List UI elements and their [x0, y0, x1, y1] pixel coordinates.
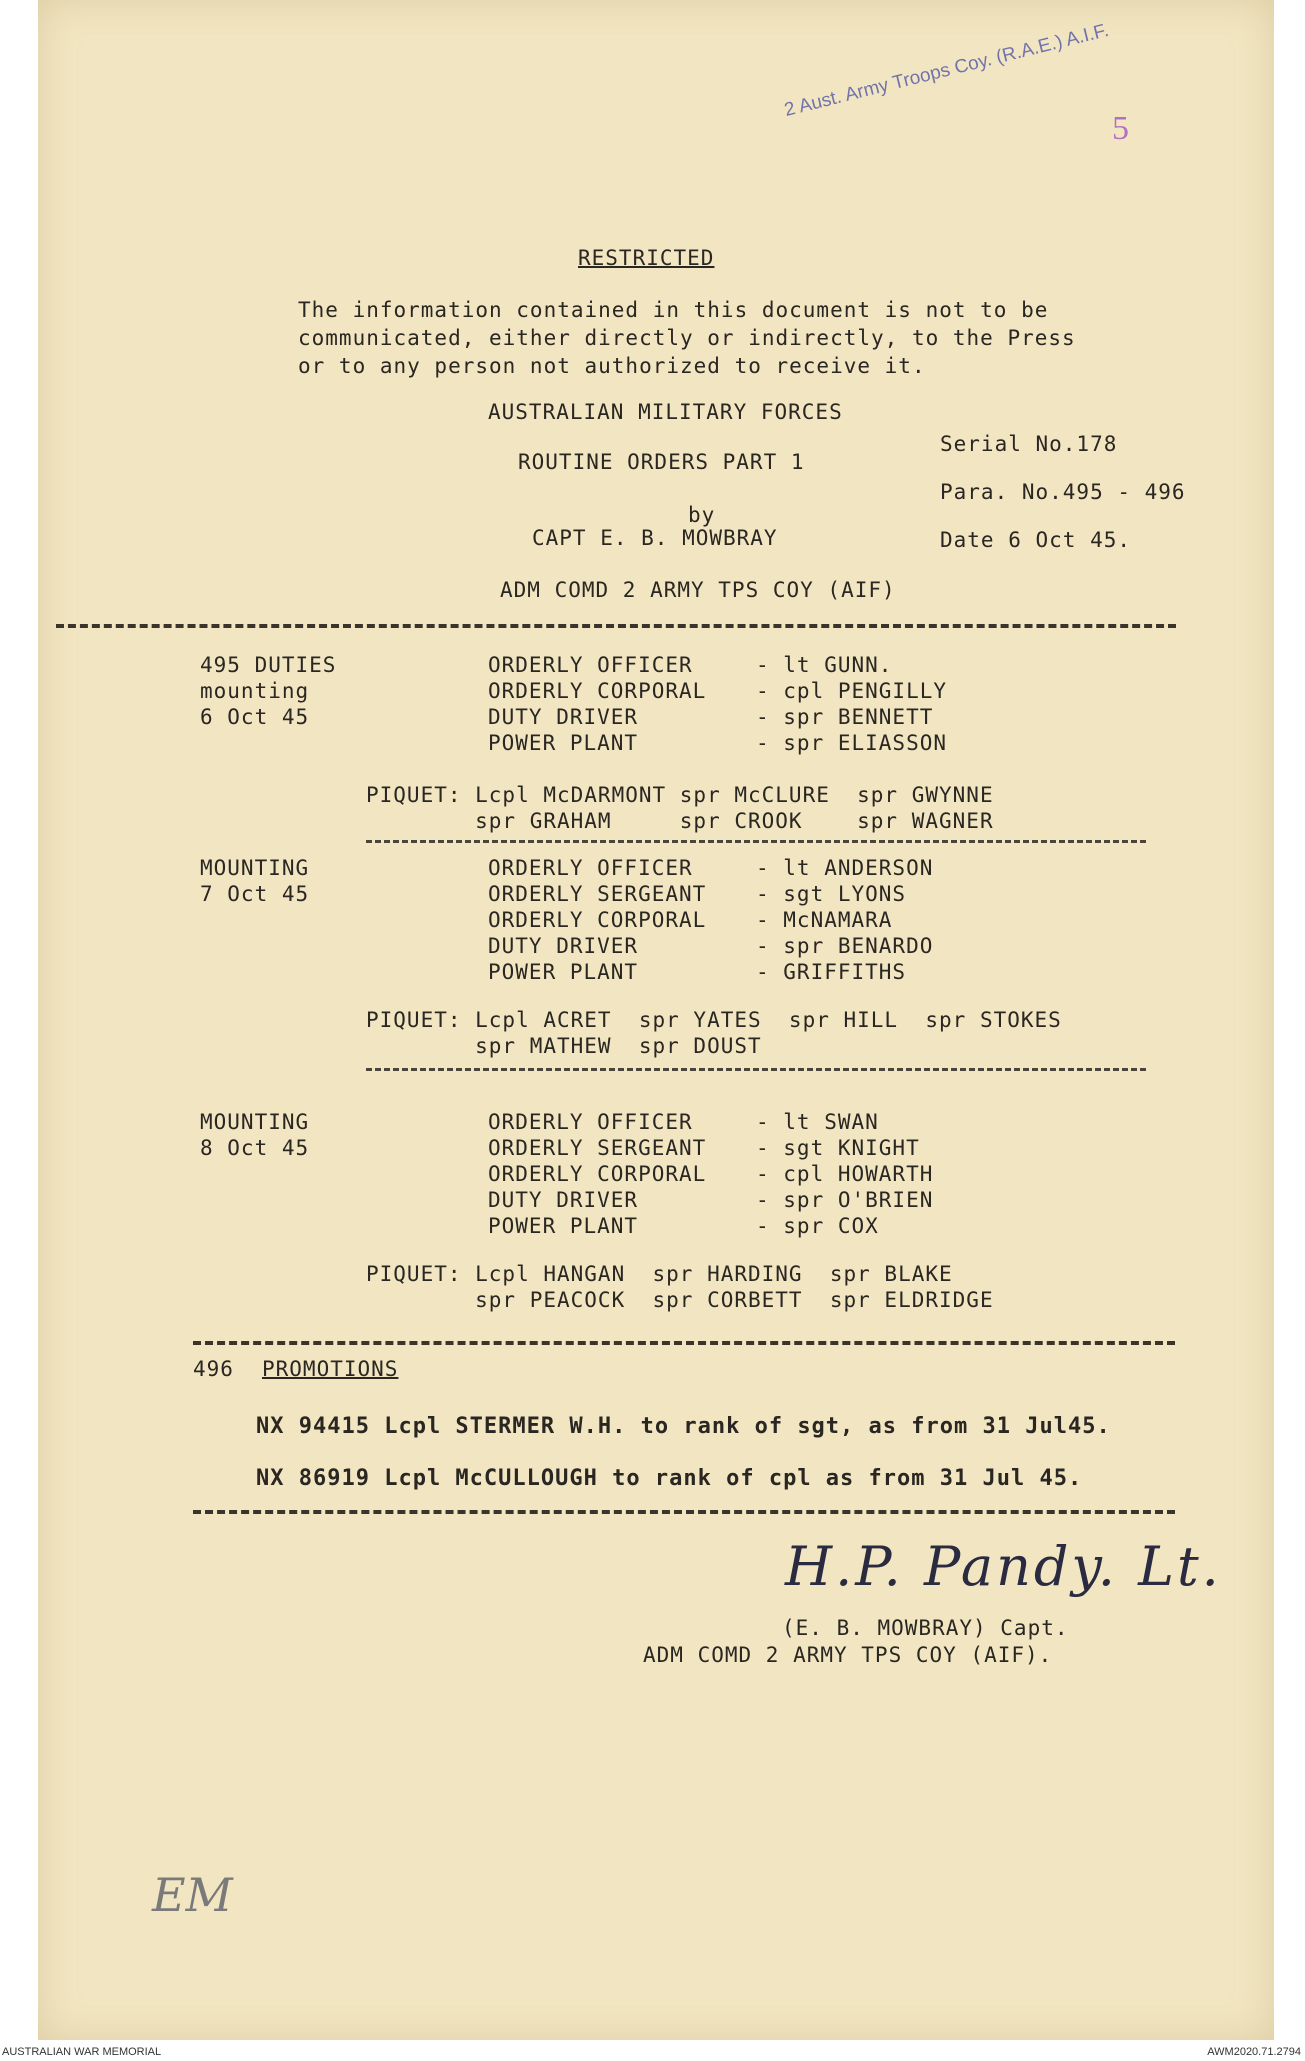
piquet-line: PIQUET: Lcpl McDARMONT spr McCLURE spr GWYNNE: [366, 783, 994, 807]
issuing-officer: CAPT E. B. MOWBRAY: [532, 526, 778, 550]
footer-left: AUSTRALIAN WAR MEMORIAL: [2, 2046, 162, 2058]
duty-date-label: MOUNTING: [200, 1110, 310, 1134]
duty-person: - sgt KNIGHT: [756, 1136, 920, 1160]
duty-person: - cpl HOWARTH: [756, 1162, 934, 1186]
promotion-line: NX 86919 Lcpl McCULLOUGH to rank of cpl as from 31 Jul 45.: [256, 1466, 1083, 1491]
order-title: ROUTINE ORDERS PART 1: [518, 450, 805, 474]
signature-scrawl: H.P. Pandy. Lt.: [785, 1535, 1222, 1598]
duty-person: - lt ANDERSON: [756, 856, 934, 880]
footer-right: AWM2020.71.2794: [1207, 2046, 1301, 2058]
org-title: AUSTRALIAN MILITARY FORCES: [488, 400, 843, 424]
duty-role: DUTY DRIVER: [488, 934, 639, 958]
piquet-line: spr MATHEW spr DOUST: [366, 1034, 762, 1058]
piquet-line: spr PEACOCK spr CORBETT spr ELDRIDGE: [366, 1288, 994, 1312]
duty-person: - spr COX: [756, 1214, 879, 1238]
serial-number: Serial No.178: [940, 432, 1118, 456]
duty-person: - lt GUNN.: [756, 653, 893, 677]
by-line: by: [688, 503, 716, 527]
piquet-line: spr GRAHAM spr CROOK spr WAGNER: [366, 809, 994, 833]
promotions-heading: PROMOTIONS: [262, 1357, 399, 1381]
duty-person: - cpl PENGILLY: [756, 679, 948, 703]
signatory-name: (E. B. MOWBRAY) Capt.: [782, 1616, 1069, 1640]
duty-person: - spr O'BRIEN: [756, 1188, 934, 1212]
duty-person: - sgt LYONS: [756, 882, 907, 906]
duty-role: ORDERLY OFFICER: [488, 653, 693, 677]
duty-role: POWER PLANT: [488, 960, 639, 984]
promotions-number: 496: [193, 1357, 234, 1381]
duty-person: - spr BENNETT: [756, 705, 934, 729]
duty-date-label: mounting: [200, 679, 310, 703]
duty-role: ORDERLY CORPORAL: [488, 1162, 707, 1186]
divider: [193, 1510, 1175, 1514]
issuing-unit: ADM COMD 2 ARMY TPS COY (AIF): [500, 578, 896, 602]
duty-person: - spr ELIASSON: [756, 731, 948, 755]
duty-date-label: 495 DUTIES: [200, 653, 337, 677]
promotion-line: NX 94415 Lcpl STERMER W.H. to rank of sgt, as from 31 Jul45.: [256, 1414, 1111, 1439]
duty-role: POWER PLANT: [488, 1214, 639, 1238]
duty-role: ORDERLY SERGEANT: [488, 1136, 707, 1160]
initials: EM: [152, 1868, 233, 1922]
unit-stamp: 2 Aust. Army Troops Coy. (R.A.E.) A.I.F.: [782, 20, 1111, 122]
duty-role: ORDERLY CORPORAL: [488, 679, 707, 703]
divider: [56, 624, 1176, 628]
warning-line: communicated, either directly or indirectly, to the Press: [298, 326, 1076, 350]
duty-person: - McNAMARA: [756, 908, 893, 932]
stamp-number: 5: [1112, 110, 1129, 147]
para-numbers: Para. No.495 - 496: [940, 480, 1186, 504]
divider: [193, 1341, 1175, 1345]
duty-role: ORDERLY OFFICER: [488, 856, 693, 880]
signatory-unit: ADM COMD 2 ARMY TPS COY (AIF).: [643, 1643, 1053, 1667]
duty-person: - GRIFFITHS: [756, 960, 907, 984]
duty-role: DUTY DRIVER: [488, 1188, 639, 1212]
duty-role: POWER PLANT: [488, 731, 639, 755]
order-date: Date 6 Oct 45.: [940, 528, 1132, 552]
duty-date-label: 8 Oct 45: [200, 1136, 310, 1160]
duty-role: ORDERLY CORPORAL: [488, 908, 707, 932]
section-divider: [366, 1068, 1146, 1071]
duty-role: DUTY DRIVER: [488, 705, 639, 729]
classification-heading: RESTRICTED: [578, 246, 715, 270]
duty-person: - lt SWAN: [756, 1110, 879, 1134]
warning-line: The information contained in this document is not to be: [298, 298, 1049, 322]
duty-role: ORDERLY OFFICER: [488, 1110, 693, 1134]
piquet-line: PIQUET: Lcpl ACRET spr YATES spr HILL spr STOKES: [366, 1008, 1062, 1032]
section-divider: [366, 840, 1146, 843]
duty-date-label: 6 Oct 45: [200, 705, 310, 729]
duty-person: - spr BENARDO: [756, 934, 934, 958]
duty-date-label: 7 Oct 45: [200, 882, 310, 906]
piquet-line: PIQUET: Lcpl HANGAN spr HARDING spr BLAKE: [366, 1262, 953, 1286]
duty-role: ORDERLY SERGEANT: [488, 882, 707, 906]
warning-line: or to any person not authorized to receive it.: [298, 354, 926, 378]
duty-date-label: MOUNTING: [200, 856, 310, 880]
